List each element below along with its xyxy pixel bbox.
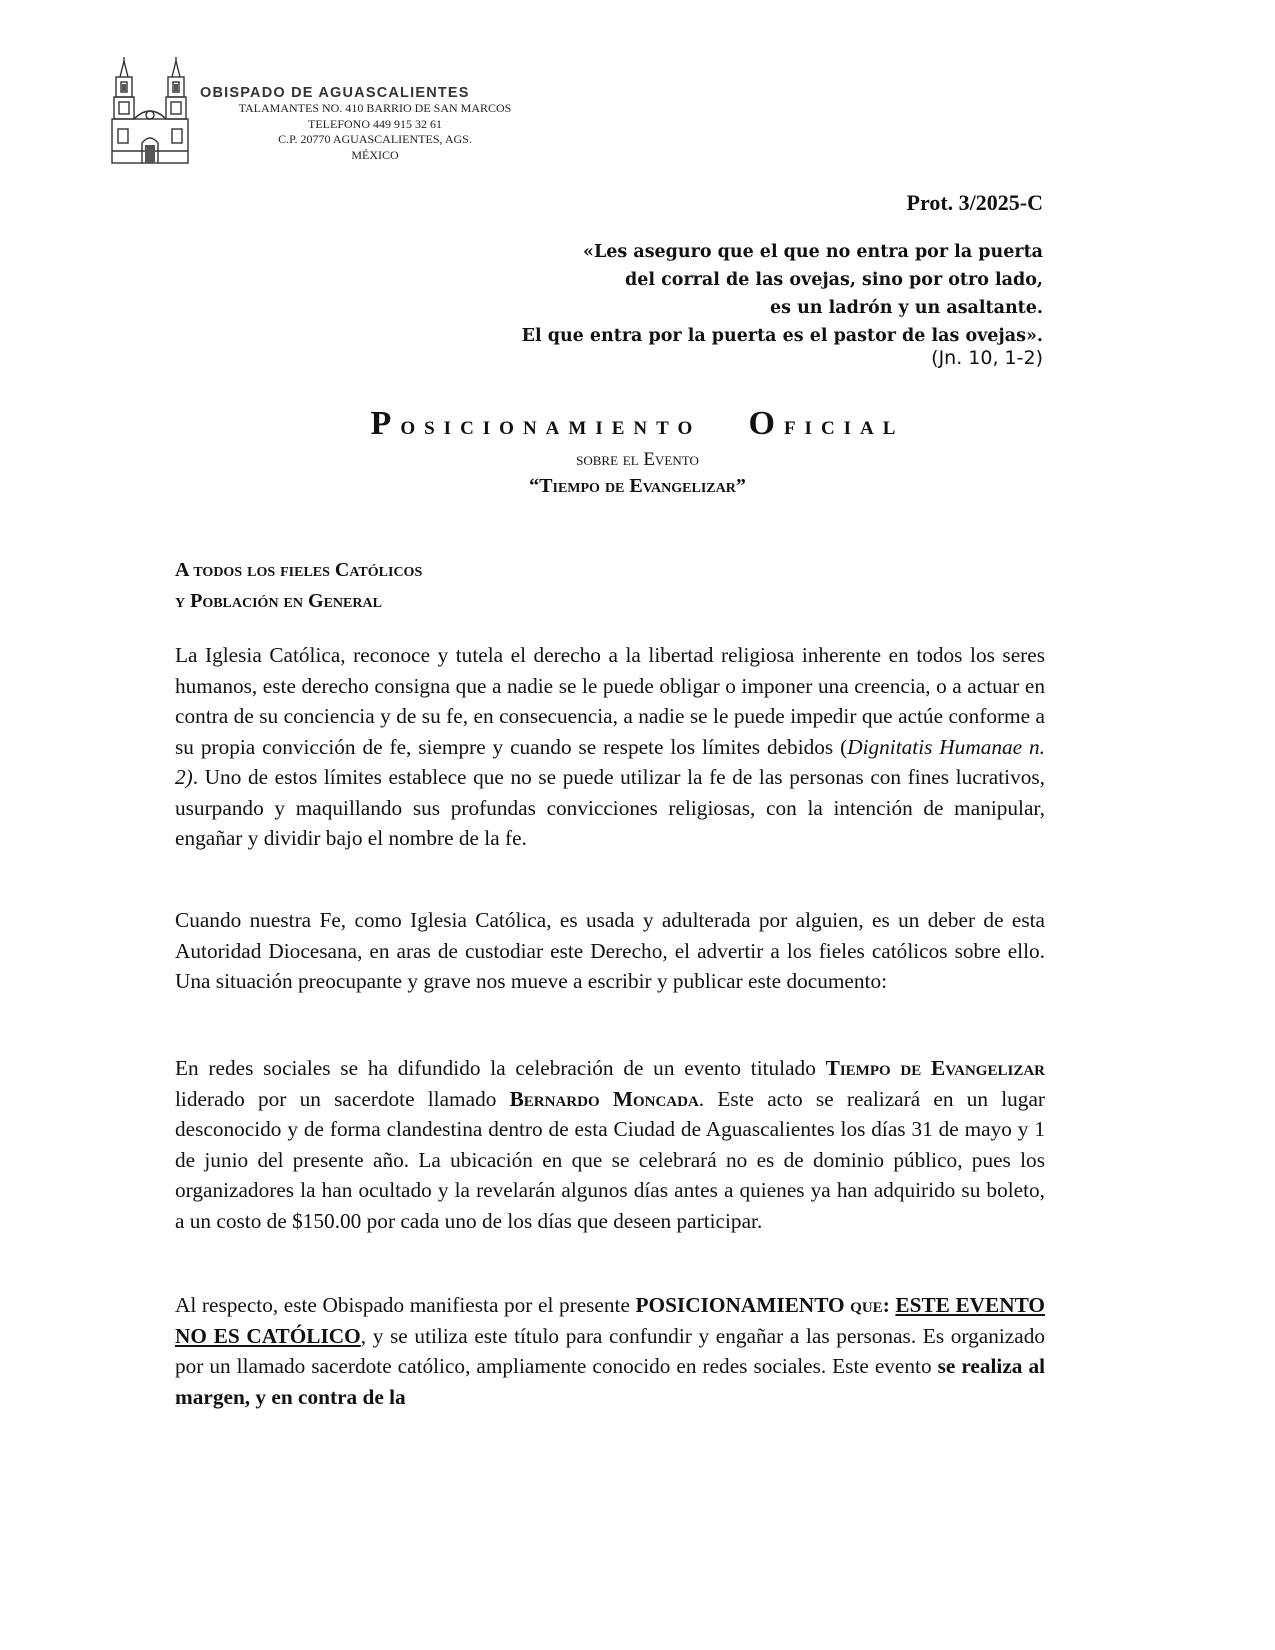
event-name: Tiempo de Evangelizar [825,1056,1045,1080]
salutation [175,555,422,617]
paragraph-3: En redes sociales se ha difundido la celebración de un evento titulado Tiempo de Evangelizar liderado por un sacerdote llamado Bernardo Moncada. Este acto se realizará en un lugar desconocido y de forma clandestina dentro de esta Ciudad de Aguascalientes los días 31 de mayo y 1 de junio del presente año. La ubicación en que se celebrará no es de dominio público, pues los organizadores la han ocultado y la revelarán algunos días antes a quienes ya han adquirido su boleto, a un costo de $150.00 por cada uno de los días que deseen participar. [175,1056,1045,1233]
epigraph [483,238,1043,350]
postal-line: C.P. 20770 AGUASCALIENTES, AGS. [278,132,472,146]
title-block [0,405,1275,498]
country-line: MÉXICO [351,147,399,162]
epigraph-line: es un ladrón y un asaltante. [770,298,1043,318]
salutation-line: A todos los fieles Católicos [175,559,423,581]
address-line: TALAMANTES NO. 410 BARRIO DE SAN MARCOS [238,101,512,115]
salutation-line: y Población en General [175,590,382,612]
paragraph-2: Cuando nuestra Fe, como Iglesia Católica, es usada y adulterada por alguien, es un deber de esta Autoridad Diocesana, en aras de custodiar este Derecho, el advertir a los fieles católicos sobre ello. Una situación preocupante y grave nos mueve a escribir y publicar este documento: [175,908,1045,993]
paragraph-1: La Iglesia Católica, reconoce y tutela el derecho a la libertad religiosa inherente en todos los seres humanos, este derecho consigna que a nadie se le puede obligar o imponer una creencia, o a actuar en contra de su conciencia y de su fe, en consecuencia, a nadie se le puede impedir que actúe conforme a su propia convicción de fe, siempre y cuando se respete los límites debidos (Dignitatis Humanae n. 2). Uno de estos límites establece que no se puede utilizar la fe de las personas con fines lucrativos, usurpando y maquillando sus profundas convicciones religiosas, con la intención de manipular, engañar y dividir bajo el nombre de la fe. [175,643,1045,850]
document-subtitle: sobre el Evento [576,449,699,470]
epigraph-reference: (Jn. 10, 1-2) [931,347,1043,369]
paragraph-4: Al respecto, este Obispado manifiesta por el presente POSICIONAMIENTO que: ESTE EVENTO NO ES CATÓLICO, y se utiliza este título para confundir y engañar a las personas. Es organizado por un llamado sacerdote católico, ampliamente conocido en redes sociales. Este evento se realiza al margen, y en contra de la [175,1293,1046,1409]
letterhead-text [200,85,550,163]
priest-name: Bernardo Moncada [509,1086,699,1111]
org-name: OBISPADO DE AGUASCALIENTES [200,85,470,101]
protocol-number: Prot. 3/2025-C [906,190,1043,215]
epigraph-line: El que entra por la puerta es el pastor de las ovejas». [521,326,1043,346]
not-catholic-statement: ESTE EVENTO NO ES CATÓLICO [175,1293,1046,1348]
document-title: Posicionamiento Oficial [370,405,905,442]
letterhead [110,55,630,180]
epigraph-line: del corral de las ovejas, sino por otro lado, [625,270,1043,290]
epigraph-line: «Les aseguro que el que no entra por la puerta [583,242,1043,262]
cathedral-icon [110,55,190,170]
phone-line: TELEFONO 449 915 32 61 [308,116,442,131]
event-title: “Tiempo de Evangelizar” [529,475,746,497]
